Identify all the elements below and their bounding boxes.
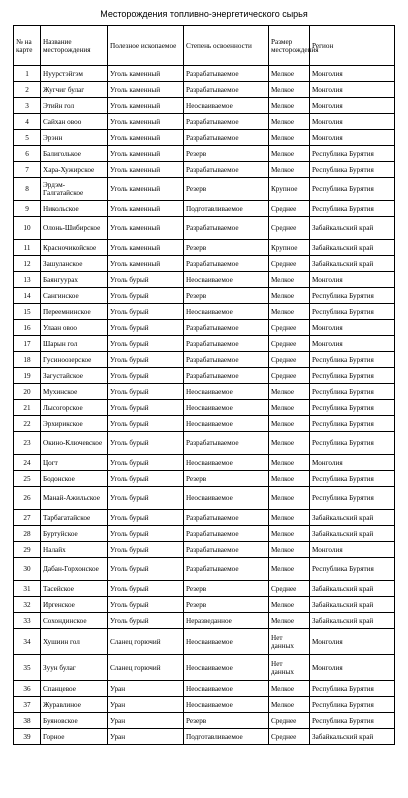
cell-deposit-name: Шарын гол — [41, 336, 108, 352]
cell-deposit-size: Среднее — [269, 713, 310, 729]
table-row — [14, 304, 395, 320]
cell-map-number: 12 — [14, 256, 41, 272]
cell-development-stage: Резерв — [184, 471, 269, 487]
cell-deposit-size: Мелкое — [269, 66, 310, 82]
table-row — [14, 336, 395, 352]
page-title: Месторождения топливно-энергетического сырья — [100, 9, 308, 19]
cell-map-number: 39 — [14, 729, 41, 745]
cell-development-stage: Разрабатываемое — [184, 558, 269, 581]
cell-development-stage: Неосваиваемое — [184, 400, 269, 416]
cell-development-stage: Резерв — [184, 240, 269, 256]
cell-development-stage: Разрабатываемое — [184, 432, 269, 455]
table-row — [14, 320, 395, 336]
table-row — [14, 713, 395, 729]
cell-deposit-size: Среднее — [269, 729, 310, 745]
cell-mineral: Уголь бурый — [108, 432, 184, 455]
cell-development-stage: Разрабатываемое — [184, 352, 269, 368]
cell-mineral: Уголь бурый — [108, 416, 184, 432]
cell-deposit-size: Мелкое — [269, 558, 310, 581]
cell-map-number: 19 — [14, 368, 41, 384]
cell-mineral: Уголь бурый — [108, 304, 184, 320]
cell-development-stage: Разрабатываемое — [184, 114, 269, 130]
cell-mineral: Уголь каменный — [108, 217, 184, 240]
cell-development-stage: Неосваиваемое — [184, 697, 269, 713]
cell-deposit-size: Мелкое — [269, 130, 310, 146]
header-development-stage: Степень освоенности — [184, 26, 269, 66]
cell-deposit-name: Зашуланское — [41, 256, 108, 272]
cell-deposit-size: Мелкое — [269, 416, 310, 432]
cell-mineral: Уголь бурый — [108, 336, 184, 352]
cell-region: Республика Бурятия — [310, 384, 395, 400]
cell-mineral: Уголь бурый — [108, 455, 184, 471]
cell-region: Республика Бурятия — [310, 558, 395, 581]
cell-development-stage: Неосваиваемое — [184, 655, 269, 681]
cell-region: Республика Бурятия — [310, 162, 395, 178]
cell-deposit-name: Баянгуурах — [41, 272, 108, 288]
cell-mineral: Уголь бурый — [108, 400, 184, 416]
cell-deposit-name: Эрэнн — [41, 130, 108, 146]
table-row — [14, 581, 395, 597]
cell-development-stage: Разрабатываемое — [184, 336, 269, 352]
cell-mineral: Сланец горючий — [108, 655, 184, 681]
cell-development-stage: Резерв — [184, 146, 269, 162]
cell-mineral: Уран — [108, 713, 184, 729]
cell-development-stage: Неосваиваемое — [184, 416, 269, 432]
cell-deposit-name: Лысогорское — [41, 400, 108, 416]
cell-deposit-size: Мелкое — [269, 526, 310, 542]
table-row — [14, 558, 395, 581]
cell-deposit-name: Горное — [41, 729, 108, 745]
cell-mineral: Уголь бурый — [108, 368, 184, 384]
table-row — [14, 655, 395, 681]
cell-deposit-name: Манай-Ажильское — [41, 487, 108, 510]
cell-development-stage: Неосваиваемое — [184, 681, 269, 697]
cell-mineral: Уголь каменный — [108, 256, 184, 272]
cell-deposit-size: Мелкое — [269, 304, 310, 320]
cell-deposit-name: Переемнинское — [41, 304, 108, 320]
cell-development-stage: Неосваиваемое — [184, 455, 269, 471]
cell-deposit-name: Балиголькое — [41, 146, 108, 162]
cell-map-number: 5 — [14, 130, 41, 146]
table-row — [14, 597, 395, 613]
cell-mineral: Уголь бурый — [108, 510, 184, 526]
table-row — [14, 384, 395, 400]
cell-region: Монголия — [310, 66, 395, 82]
cell-development-stage: Резерв — [184, 288, 269, 304]
cell-mineral: Уголь бурый — [108, 542, 184, 558]
table-row — [14, 455, 395, 471]
table-row — [14, 162, 395, 178]
cell-map-number: 33 — [14, 613, 41, 629]
cell-region: Забайкальский край — [310, 729, 395, 745]
cell-deposit-size: Мелкое — [269, 272, 310, 288]
cell-development-stage: Неосваиваемое — [184, 272, 269, 288]
cell-deposit-size: Нет данных — [269, 629, 310, 655]
header-region: Регион — [310, 26, 395, 66]
cell-mineral: Уголь бурый — [108, 352, 184, 368]
cell-mineral: Сланец горючий — [108, 629, 184, 655]
cell-deposit-size: Крупное — [269, 240, 310, 256]
cell-mineral: Уголь каменный — [108, 130, 184, 146]
cell-development-stage: Резерв — [184, 178, 269, 201]
header-map-number: № на карте — [14, 26, 41, 66]
cell-mineral: Уголь бурый — [108, 613, 184, 629]
cell-region: Забайкальский край — [310, 510, 395, 526]
cell-region: Забайкальский край — [310, 613, 395, 629]
cell-deposit-size: Мелкое — [269, 510, 310, 526]
cell-map-number: 34 — [14, 629, 41, 655]
cell-map-number: 30 — [14, 558, 41, 581]
cell-deposit-name: Эрдэм-Галгатайское — [41, 178, 108, 201]
cell-map-number: 37 — [14, 697, 41, 713]
cell-development-stage: Разрабатываемое — [184, 66, 269, 82]
cell-development-stage: Разрабатываемое — [184, 130, 269, 146]
cell-deposit-size: Мелкое — [269, 455, 310, 471]
cell-region: Республика Бурятия — [310, 416, 395, 432]
cell-deposit-size: Мелкое — [269, 400, 310, 416]
cell-map-number: 10 — [14, 217, 41, 240]
cell-deposit-size: Мелкое — [269, 288, 310, 304]
cell-development-stage: Разрабатываемое — [184, 82, 269, 98]
table-row — [14, 487, 395, 510]
table-row — [14, 352, 395, 368]
cell-deposit-size: Мелкое — [269, 384, 310, 400]
cell-development-stage: Разрабатываемое — [184, 320, 269, 336]
table-header-row — [14, 26, 395, 66]
table-row — [14, 240, 395, 256]
cell-map-number: 17 — [14, 336, 41, 352]
cell-region: Забайкальский край — [310, 217, 395, 240]
table-row — [14, 629, 395, 655]
cell-deposit-name: Хушиин гол — [41, 629, 108, 655]
cell-mineral: Уголь каменный — [108, 178, 184, 201]
cell-mineral: Уголь бурый — [108, 526, 184, 542]
cell-mineral: Уран — [108, 681, 184, 697]
table-row — [14, 130, 395, 146]
cell-mineral: Уголь каменный — [108, 162, 184, 178]
cell-mineral: Уголь каменный — [108, 240, 184, 256]
header-deposit-size: Размер месторождения — [269, 26, 310, 66]
cell-region: Монголия — [310, 336, 395, 352]
cell-deposit-name: Улаан овоо — [41, 320, 108, 336]
cell-region: Республика Бурятия — [310, 352, 395, 368]
cell-development-stage: Разрабатываемое — [184, 217, 269, 240]
table-row — [14, 288, 395, 304]
cell-deposit-size: Нет данных — [269, 655, 310, 681]
cell-map-number: 14 — [14, 288, 41, 304]
table-row — [14, 400, 395, 416]
cell-mineral: Уголь бурый — [108, 558, 184, 581]
cell-deposit-size: Мелкое — [269, 432, 310, 455]
cell-region: Республика Бурятия — [310, 288, 395, 304]
cell-region: Республика Бурятия — [310, 432, 395, 455]
cell-deposit-name: Налайх — [41, 542, 108, 558]
cell-development-stage: Разрабатываемое — [184, 162, 269, 178]
cell-deposit-size: Мелкое — [269, 146, 310, 162]
cell-deposit-size: Среднее — [269, 320, 310, 336]
cell-region: Республика Бурятия — [310, 697, 395, 713]
cell-region: Забайкальский край — [310, 240, 395, 256]
table-row — [14, 697, 395, 713]
table-row — [14, 178, 395, 201]
cell-development-stage: Разрабатываемое — [184, 368, 269, 384]
cell-deposit-size: Среднее — [269, 581, 310, 597]
table-row — [14, 98, 395, 114]
cell-map-number: 4 — [14, 114, 41, 130]
cell-development-stage: Резерв — [184, 597, 269, 613]
cell-region: Забайкальский край — [310, 597, 395, 613]
cell-deposit-name: Журавлиное — [41, 697, 108, 713]
cell-region: Республика Бурятия — [310, 487, 395, 510]
cell-mineral: Уголь бурый — [108, 597, 184, 613]
cell-deposit-name: Сохондинское — [41, 613, 108, 629]
cell-deposit-name: Тарбагатайское — [41, 510, 108, 526]
cell-deposit-size: Среднее — [269, 336, 310, 352]
cell-region: Забайкальский край — [310, 581, 395, 597]
cell-deposit-name: Зуун булаг — [41, 655, 108, 681]
cell-region: Республика Бурятия — [310, 178, 395, 201]
cell-development-stage: Подготавливаемое — [184, 201, 269, 217]
cell-map-number: 28 — [14, 526, 41, 542]
cell-deposit-name: Сангинское — [41, 288, 108, 304]
cell-map-number: 36 — [14, 681, 41, 697]
cell-deposit-name: Дабан-Горхонское — [41, 558, 108, 581]
deposits-table — [13, 25, 395, 745]
cell-development-stage: Разрабатываемое — [184, 510, 269, 526]
cell-map-number: 6 — [14, 146, 41, 162]
cell-deposit-name: Жугчиг булаг — [41, 82, 108, 98]
cell-deposit-size: Мелкое — [269, 697, 310, 713]
cell-region: Республика Бурятия — [310, 681, 395, 697]
cell-map-number: 7 — [14, 162, 41, 178]
cell-deposit-name: Тасейское — [41, 581, 108, 597]
cell-region: Монголия — [310, 542, 395, 558]
cell-region: Республика Бурятия — [310, 368, 395, 384]
cell-map-number: 8 — [14, 178, 41, 201]
cell-development-stage: Подготавливаемое — [184, 729, 269, 745]
cell-mineral: Уголь бурый — [108, 487, 184, 510]
cell-map-number: 13 — [14, 272, 41, 288]
cell-region: Республика Бурятия — [310, 304, 395, 320]
table-row — [14, 526, 395, 542]
cell-region: Монголия — [310, 655, 395, 681]
cell-deposit-size: Среднее — [269, 201, 310, 217]
table-body — [14, 66, 395, 745]
cell-region: Республика Бурятия — [310, 713, 395, 729]
cell-mineral: Уголь каменный — [108, 98, 184, 114]
table-row — [14, 201, 395, 217]
cell-deposit-name: Окино-Ключевское — [41, 432, 108, 455]
cell-mineral: Уголь бурый — [108, 384, 184, 400]
cell-development-stage: Разрабатываемое — [184, 542, 269, 558]
table-row — [14, 256, 395, 272]
table-row — [14, 146, 395, 162]
table-row — [14, 471, 395, 487]
cell-deposit-size: Мелкое — [269, 162, 310, 178]
cell-development-stage: Неосваиваемое — [184, 98, 269, 114]
cell-deposit-name: Красночикойское — [41, 240, 108, 256]
cell-mineral: Уголь каменный — [108, 201, 184, 217]
cell-map-number: 29 — [14, 542, 41, 558]
cell-map-number: 26 — [14, 487, 41, 510]
table-row — [14, 217, 395, 240]
cell-deposit-name: Эрхирикское — [41, 416, 108, 432]
cell-region: Республика Бурятия — [310, 471, 395, 487]
cell-deposit-size: Мелкое — [269, 597, 310, 613]
cell-deposit-name: Цогт — [41, 455, 108, 471]
cell-region: Монголия — [310, 272, 395, 288]
cell-map-number: 24 — [14, 455, 41, 471]
table-row — [14, 542, 395, 558]
cell-deposit-name: Иргенское — [41, 597, 108, 613]
cell-development-stage: Резерв — [184, 713, 269, 729]
cell-deposit-size: Крупное — [269, 178, 310, 201]
table-row — [14, 368, 395, 384]
cell-mineral: Уголь бурый — [108, 288, 184, 304]
cell-map-number: 27 — [14, 510, 41, 526]
cell-region: Республика Бурятия — [310, 201, 395, 217]
cell-map-number: 1 — [14, 66, 41, 82]
cell-deposit-size: Мелкое — [269, 471, 310, 487]
cell-development-stage: Неосваиваемое — [184, 384, 269, 400]
cell-region: Монголия — [310, 455, 395, 471]
cell-map-number: 18 — [14, 352, 41, 368]
cell-region: Монголия — [310, 82, 395, 98]
cell-development-stage: Неосваиваемое — [184, 487, 269, 510]
header-deposit-name: Название месторождения — [41, 26, 108, 66]
cell-region: Республика Бурятия — [310, 400, 395, 416]
cell-development-stage: Неразведанное — [184, 613, 269, 629]
cell-deposit-name: Буяновское — [41, 713, 108, 729]
cell-deposit-name: Нуурстэйгэм — [41, 66, 108, 82]
cell-map-number: 9 — [14, 201, 41, 217]
cell-development-stage: Резерв — [184, 581, 269, 597]
cell-development-stage: Разрабатываемое — [184, 256, 269, 272]
table-row — [14, 432, 395, 455]
cell-map-number: 3 — [14, 98, 41, 114]
cell-map-number: 22 — [14, 416, 41, 432]
table-row — [14, 681, 395, 697]
cell-mineral: Уран — [108, 697, 184, 713]
table-row — [14, 416, 395, 432]
cell-map-number: 32 — [14, 597, 41, 613]
header-mineral: Полезное ископаемое — [108, 26, 184, 66]
cell-map-number: 35 — [14, 655, 41, 681]
table-row — [14, 272, 395, 288]
cell-mineral: Уголь бурый — [108, 320, 184, 336]
cell-deposit-name: Бодонское — [41, 471, 108, 487]
cell-deposit-name: Сайхан овоо — [41, 114, 108, 130]
cell-region: Монголия — [310, 629, 395, 655]
cell-deposit-size: Мелкое — [269, 82, 310, 98]
table-row — [14, 510, 395, 526]
cell-region: Монголия — [310, 320, 395, 336]
cell-map-number: 11 — [14, 240, 41, 256]
cell-deposit-name: Буртуйское — [41, 526, 108, 542]
cell-region: Республика Бурятия — [310, 146, 395, 162]
cell-map-number: 2 — [14, 82, 41, 98]
cell-map-number: 25 — [14, 471, 41, 487]
cell-development-stage: Неосваиваемое — [184, 629, 269, 655]
cell-map-number: 38 — [14, 713, 41, 729]
cell-mineral: Уголь каменный — [108, 114, 184, 130]
cell-development-stage: Неосваиваемое — [184, 304, 269, 320]
cell-deposit-name: Гусиноозерское — [41, 352, 108, 368]
cell-mineral: Уран — [108, 729, 184, 745]
cell-map-number: 15 — [14, 304, 41, 320]
cell-mineral: Уголь каменный — [108, 146, 184, 162]
table-row — [14, 114, 395, 130]
cell-development-stage: Разрабатываемое — [184, 526, 269, 542]
cell-deposit-size: Среднее — [269, 352, 310, 368]
table-row — [14, 729, 395, 745]
cell-map-number: 21 — [14, 400, 41, 416]
cell-deposit-size: Мелкое — [269, 542, 310, 558]
cell-deposit-name: Этийн гол — [41, 98, 108, 114]
cell-deposit-size: Мелкое — [269, 681, 310, 697]
cell-region: Монголия — [310, 130, 395, 146]
cell-deposit-size: Среднее — [269, 217, 310, 240]
cell-deposit-size: Мелкое — [269, 487, 310, 510]
cell-region: Монголия — [310, 114, 395, 130]
table-row — [14, 613, 395, 629]
cell-region: Монголия — [310, 98, 395, 114]
cell-deposit-size: Мелкое — [269, 98, 310, 114]
cell-deposit-size: Мелкое — [269, 114, 310, 130]
cell-map-number: 20 — [14, 384, 41, 400]
cell-deposit-name: Хара-Хужирское — [41, 162, 108, 178]
cell-region: Забайкальский край — [310, 526, 395, 542]
cell-deposit-name: Олонь-Шибирское — [41, 217, 108, 240]
cell-map-number: 31 — [14, 581, 41, 597]
cell-deposit-size: Среднее — [269, 368, 310, 384]
cell-region: Забайкальский край — [310, 256, 395, 272]
table-row — [14, 66, 395, 82]
cell-mineral: Уголь бурый — [108, 581, 184, 597]
cell-map-number: 23 — [14, 432, 41, 455]
cell-map-number: 16 — [14, 320, 41, 336]
cell-mineral: Уголь бурый — [108, 272, 184, 288]
cell-deposit-size: Мелкое — [269, 613, 310, 629]
cell-mineral: Уголь каменный — [108, 82, 184, 98]
cell-mineral: Уголь бурый — [108, 471, 184, 487]
table-row — [14, 82, 395, 98]
cell-deposit-name: Спанцевое — [41, 681, 108, 697]
cell-deposit-name: Никольское — [41, 201, 108, 217]
cell-deposit-name: Загустайское — [41, 368, 108, 384]
cell-deposit-size: Среднее — [269, 256, 310, 272]
cell-deposit-name: Мухинское — [41, 384, 108, 400]
cell-mineral: Уголь каменный — [108, 66, 184, 82]
